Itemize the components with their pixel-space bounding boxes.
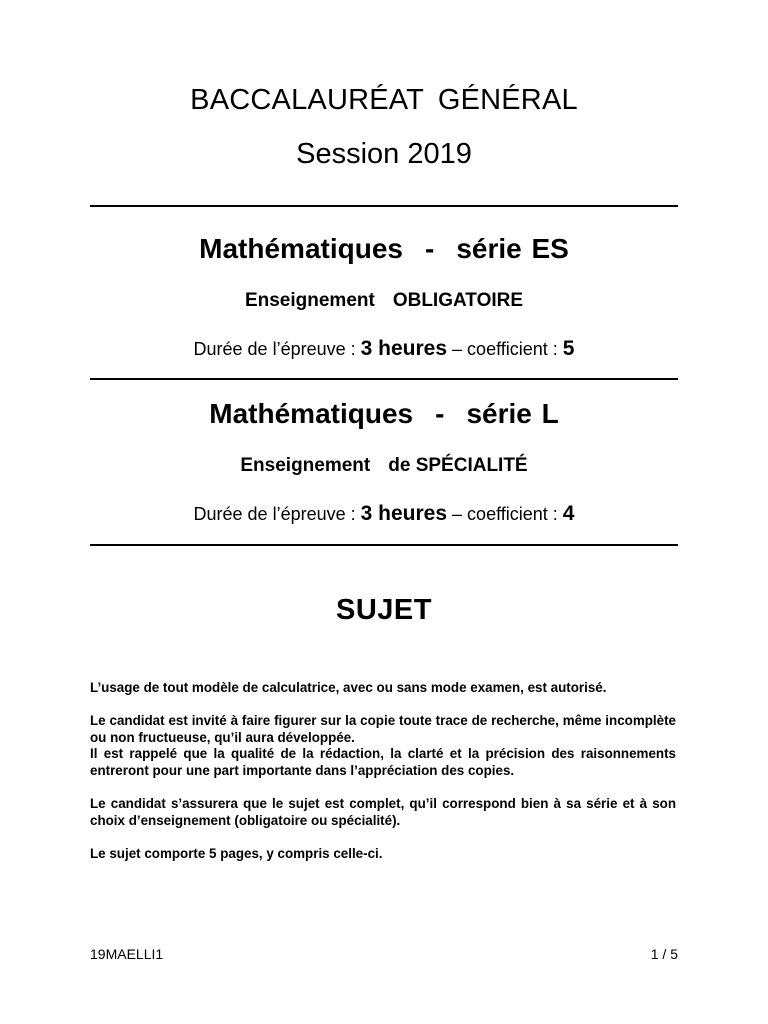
instruction-calculator: L’usage de tout modèle de calculatrice, avec ou sans mode examen, est autorisé. (90, 680, 607, 695)
footer-page-number: 1 / 5 (650, 946, 678, 962)
divider-middle (90, 378, 678, 380)
divider-top (90, 205, 678, 207)
teaching-es-label: Enseignement (244, 290, 375, 311)
coef-l-label: – coefficient : (452, 504, 558, 524)
subject-l-dash: - (435, 398, 445, 429)
sujet-heading: SUJET (336, 594, 432, 626)
teaching-es (90, 290, 678, 312)
instruction-completeness: Le candidat s’assurera que le sujet est complet, qu’il correspond bien à sa série et à son choix d’enseignement (obligatoire ou spécialité). (90, 796, 676, 828)
coef-es-label: – coefficient : (452, 339, 558, 359)
teaching-l (90, 455, 678, 477)
footer-code: 19MAELLI1 (90, 946, 164, 962)
subject-l-name: Mathématiques (209, 398, 414, 429)
duration-es (90, 337, 678, 361)
coef-es-value: 5 (562, 337, 575, 360)
subject-es-dash: - (424, 233, 435, 264)
duration-es-value: 3 heures (360, 337, 448, 360)
teaching-l-type: de SPÉCIALITÉ (388, 455, 528, 476)
session-year: Session 2019 (296, 138, 472, 170)
duration-l-value: 3 heures (360, 502, 448, 525)
instruction-page-count: Le sujet comporte 5 pages, y compris celle-ci. (90, 845, 383, 861)
subject-es-heading (90, 233, 678, 265)
exam-title: BACCALAURÉAT GÉNÉRAL (190, 84, 578, 116)
instruction-research-trace: Le candidat est invité à faire figurer sur la copie toute trace de recherche, même incomplète ou non fructueuse, qu’il aura développée. (90, 713, 676, 745)
instruction-quality: Il est rappelé que la qualité de la rédaction, la clarté et la précision des raisonnements entreront pour une part importante dans l’appréciation des copies. (90, 746, 676, 778)
teaching-l-label: Enseignement (240, 455, 371, 476)
duration-l (90, 502, 678, 526)
instructions-block (90, 680, 676, 863)
subject-es-name: Mathématiques (199, 233, 403, 264)
duration-l-label: Durée de l’épreuve : (193, 504, 356, 524)
duration-es-label: Durée de l’épreuve : (193, 339, 356, 359)
subject-es-series: série ES (456, 233, 569, 264)
subject-l-series: série L (466, 398, 559, 429)
divider-bottom (90, 544, 678, 546)
coef-l-value: 4 (562, 502, 575, 525)
subject-l-heading (90, 398, 678, 430)
teaching-es-type: OBLIGATOIRE (392, 290, 524, 311)
